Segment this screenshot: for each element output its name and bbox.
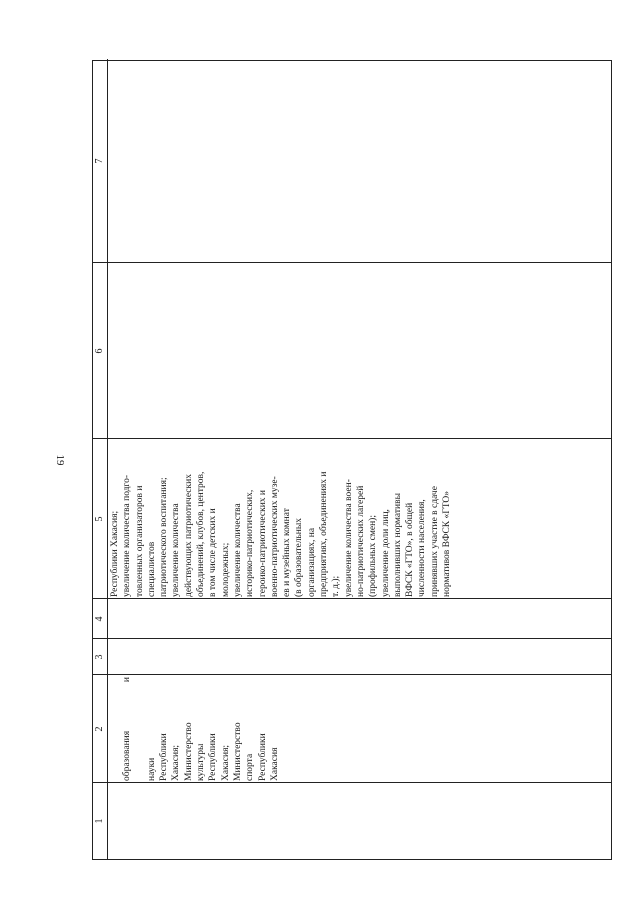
page-number: 19 (54, 454, 66, 466)
table-header-row (93, 59, 108, 859)
col-header-1: 1 (94, 818, 105, 824)
col-header-4: 4 (94, 616, 105, 622)
responsible-executors-cell (109, 677, 293, 781)
table-grid (92, 60, 612, 860)
cell-first-line (121, 677, 133, 781)
column-divider (93, 638, 611, 639)
cell-text: образования (122, 730, 133, 781)
column-divider (93, 782, 611, 783)
column-divider (93, 438, 611, 439)
col-header-5: 5 (94, 516, 105, 522)
col-header-7: 7 (94, 158, 105, 164)
col-header-3: 3 (94, 654, 105, 660)
cell-text: и (122, 677, 133, 683)
document-table (92, 60, 612, 860)
expected-results-cell: Республики Хакасия; увеличение количества подго- товленных организаторов и специалистов патриотического воспитания; увеличение количества действующих патриотических объединений, клубов, центров, в том числе детских и молодежных; увеличение количества историко-патриотических, героико-патриотических и военно-патриотических музе- ев и музейных комнат (в образовательных организациях, на предприятиях, объединениях и т. д.); увеличение количества воен- но-патриотических лагерей (профильных смен); увеличение доли лиц, выполнивших нормативы ВФСК «ГТО», в общей численности населения, принявших участие в сдаче нормативов ВФСК «ГТО» (110, 471, 453, 597)
column-divider (93, 674, 611, 675)
column-divider (93, 598, 611, 599)
col-header-2: 2 (94, 726, 105, 732)
col-header-6: 6 (94, 348, 105, 354)
column-divider (93, 262, 611, 263)
cell-text: науки Республики Хакасия; Министерство культуры Республики Хакасия; Министерство спорта Республики Хакасия (146, 722, 280, 781)
